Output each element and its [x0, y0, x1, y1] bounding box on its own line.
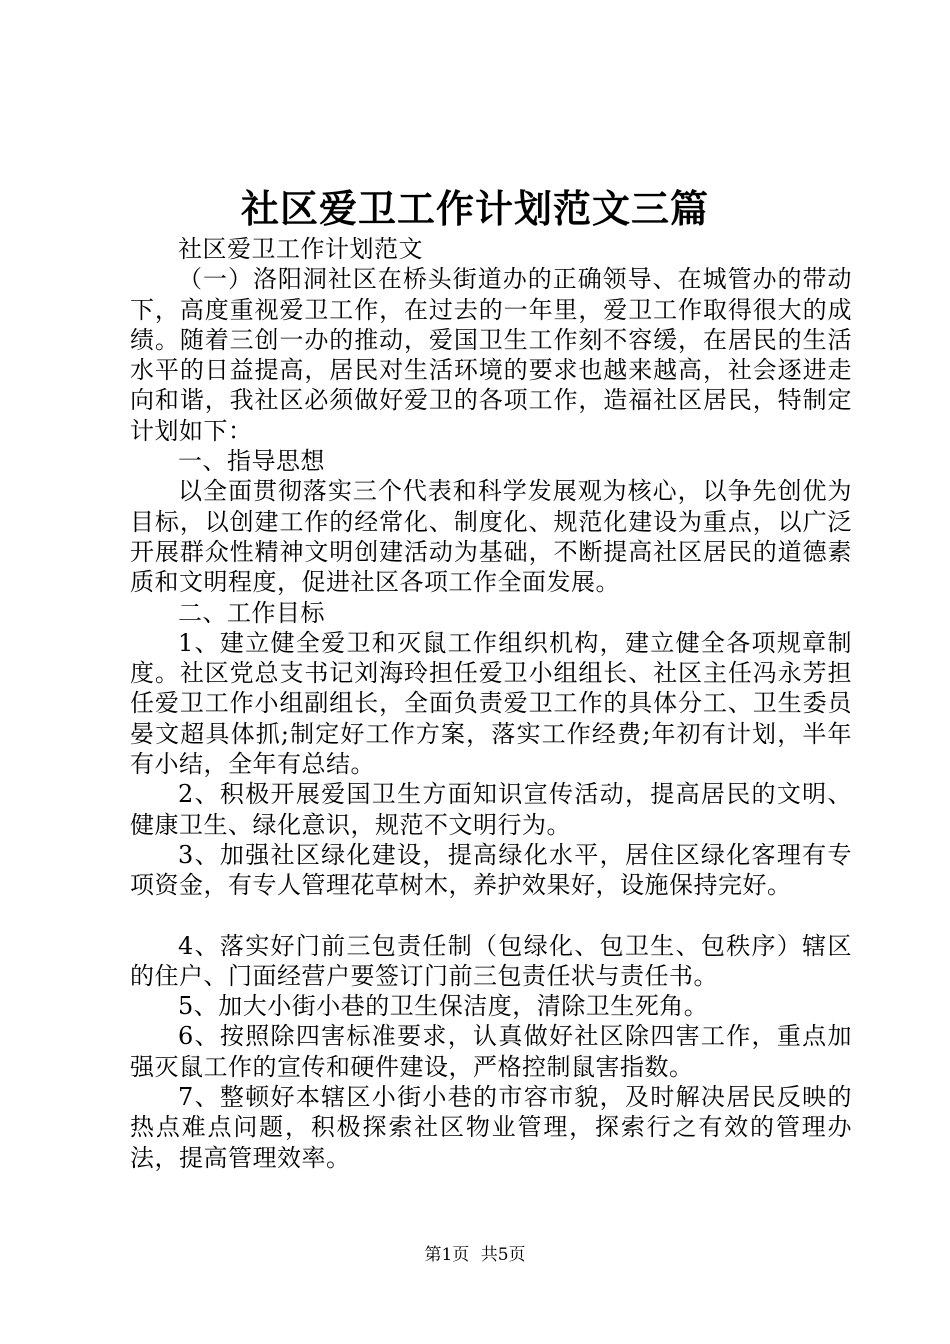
section-subtitle: 社区爱卫工作计划范文: [178, 235, 423, 263]
goal-item-2: 2、积极开展爱国卫生方面知识宣传活动，提高居民的文明、健康卫生、绿化意识，规范不文明行为。: [130, 780, 852, 839]
document-body: [130, 234, 852, 1173]
heading-guiding-ideology: 一、指导思想: [178, 447, 325, 476]
goal-item-3: 3、加强社区绿化建设，提高绿化水平，居住区绿化客理有专项资金，有专人管理花草树木，养护效果好，设施保持完好。: [130, 840, 852, 900]
goal-item-4: 4、落实好门前三包责任制（包绿化、包卫生、包秩序）辖区的住户、门面经营户要签订门前三包责任状与责任书。: [130, 931, 852, 990]
heading-work-goals: 二、工作目标: [178, 598, 325, 627]
intro-paragraph: （一）洛阳洞社区在桥头街道办的正确领导、在城管办的带动下，高度重视爱卫工作，在过去的一年里，爱卫工作取得很大的成绩。随着三创一办的推动，爱国卫生工作刻不容缓，在居民的生活水平的日益提高，居民对生活环境的要求也越来越高，社会逐进走向和谐，我社区必须做好爱卫的各项工作，造福社区居民，特制定计划如下：: [130, 265, 852, 445]
goal-item-6: 6、按照除四害标准要求，认真做好社区除四害工作，重点加强灭鼠工作的宣传和硬件建设，严格控制鼠害指数。: [130, 1022, 852, 1081]
goal-item-5: 5、加大小街小巷的卫生保洁度，清除卫生死角。: [178, 992, 709, 1021]
page-footer: 第1页 共5页: [424, 1245, 526, 1265]
goal-item-7: 7、整顿好本辖区小街小巷的市容市貌，及时解决居民反映的热点难点问题，积极探索社区物业管理，探索行之有效的管理办法，提高管理效率。: [130, 1083, 852, 1172]
document-title: 社区爱卫工作计划范文三篇: [240, 186, 709, 231]
guiding-ideology-paragraph: 以全面贯彻落实三个代表和科学发展观为核心，以争先创优为目标，以创建工作的经常化、制度化、规范化建设为重点，以广泛开展群众性精神文明创建活动为基础，不断提高社区居民的道德素质和文明程度，促进社区各项工作全面发展。: [130, 477, 852, 597]
goal-item-1: 1、建立健全爱卫和灭鼠工作组织机构，建立健全各项规章制度。社区党总支书记刘海玲担任爱卫小组组长、社区主任冯永芳担任爱卫工作小组副组长，全面负责爱卫工作的具体分工、卫生委员晏文超具体抓;制定好工作方案，落实工作经费;年初有计划，半年有小结，全年有总结。: [130, 628, 852, 779]
